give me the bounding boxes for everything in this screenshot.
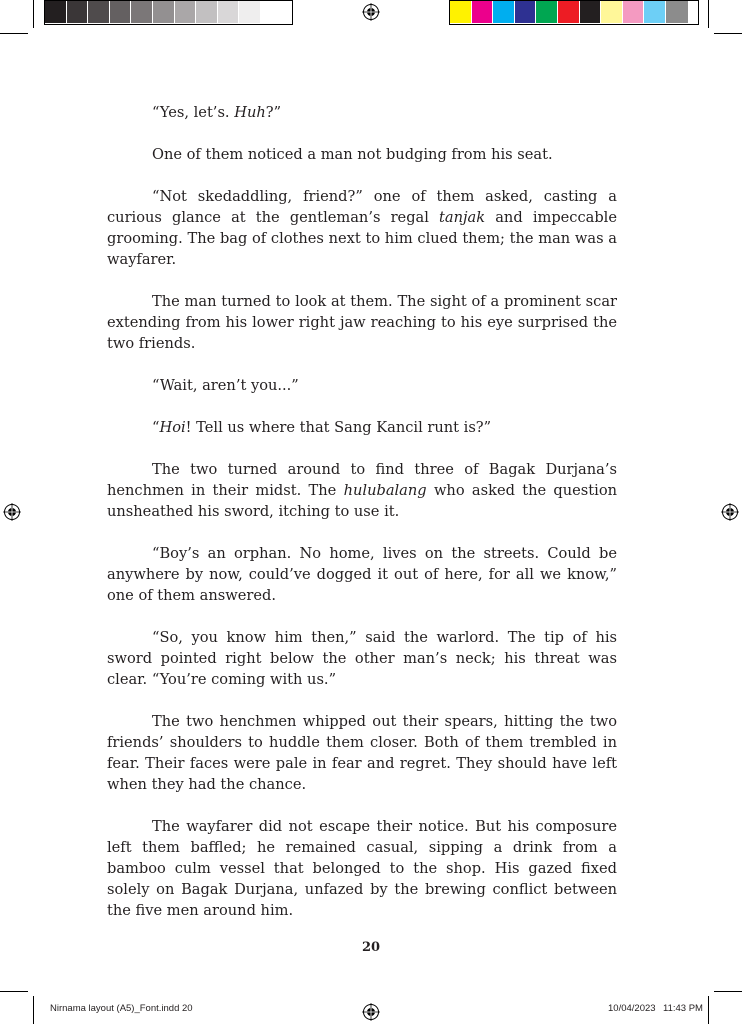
paragraph [107, 459, 617, 522]
paragraph [107, 144, 617, 165]
gray-swatch [239, 1, 261, 23]
crop-mark-top-right-h [714, 33, 742, 34]
paragraph [107, 375, 617, 396]
paragraph-text: who asked the question unsheathed his sword, itching to use it. [107, 482, 618, 520]
crop-mark-bottom-right [708, 996, 709, 1024]
crop-mark-top-left [33, 0, 34, 28]
color-swatch [601, 1, 623, 23]
color-swatch [493, 1, 515, 23]
paragraph-text: “Yes, let’s. [152, 104, 235, 121]
paragraph [107, 816, 617, 921]
gray-swatch [175, 1, 197, 23]
paragraph [107, 186, 617, 270]
color-swatch [623, 1, 645, 23]
crop-mark-top-left-h [0, 33, 28, 34]
gray-swatch [218, 1, 240, 23]
registration-mark-bottom-icon [362, 1003, 380, 1021]
paragraph-text: “Not skedaddling, friend?” one of them asked, casting a curious glance at the gentleman’s regal [107, 188, 617, 226]
italic-text: hulubalang [343, 482, 427, 499]
gray-swatch [261, 1, 283, 23]
paragraph [107, 627, 617, 690]
gray-swatch [67, 1, 89, 23]
paragraph-text: “Wait, aren’t you...” [152, 377, 299, 394]
color-swatch-bar [449, 0, 699, 25]
italic-text: Huh [234, 104, 266, 121]
color-swatch [536, 1, 558, 23]
grayscale-swatch-bar [44, 0, 293, 25]
italic-text: Hoi [159, 419, 186, 436]
crop-mark-bottom-right-h [714, 991, 742, 992]
paragraph-text: One of them noticed a man not budging from his seat. [152, 146, 553, 163]
crop-mark-bottom-left-h [0, 991, 28, 992]
paragraph-text: and impeccable grooming. The bag of clothes next to him clued them; the man was a wayfarer. [107, 209, 617, 268]
body-text [107, 102, 617, 942]
crop-mark-top-right [708, 0, 709, 28]
paragraph [107, 102, 617, 123]
gray-swatch [196, 1, 218, 23]
slug-time: 11:43 PM [663, 1003, 703, 1014]
color-swatch [580, 1, 602, 23]
gray-swatch [88, 1, 110, 23]
paragraph-text: The two turned around to find three of Bagak Durjana’s henchmen in their midst. The [107, 461, 617, 499]
color-swatch [515, 1, 537, 23]
gray-swatch [131, 1, 153, 23]
gray-swatch [153, 1, 175, 23]
paragraph-text: The wayfarer did not escape their notice. But his composure left them baffled; he remained casual, sipping a drink from a bamboo culm vessel that belonged to the shop. His gazed fixed solely on Bagak Durjana, unfazed by the brewing conflict between the five men around him. [107, 818, 617, 919]
paragraph [107, 291, 617, 354]
gray-swatch [45, 1, 67, 23]
paragraph-text: “ [152, 419, 160, 436]
paragraph-text: The man turned to look at them. The sight of a prominent scar extending from his lower right jaw reaching to his eye surprised the two friends. [107, 293, 617, 352]
color-swatch [644, 1, 666, 23]
gray-swatch [110, 1, 132, 23]
paragraph-text: “Boy’s an orphan. No home, lives on the streets. Could be anywhere by now, could’ve dogged it out of here, for all we know,” one of them answered. [107, 545, 617, 604]
paragraph-text: “So, you know him then,” said the warlord. The tip of his sword pointed right below the other man’s neck; his threat was clear. “You’re coming with us.” [107, 629, 617, 688]
paragraph [107, 543, 617, 606]
slug-filename: Nirnama layout (A5)_Font.indd 20 [50, 1003, 193, 1014]
paragraph-text: The two henchmen whipped out their spears, hitting the two friends’ shoulders to huddle them closer. Both of them trembled in fear. Their faces were pale in fear and regret. They should have left when they had the chance. [107, 713, 617, 793]
color-swatch [472, 1, 494, 23]
registration-mark-right-icon [721, 503, 739, 521]
page-number: 20 [361, 940, 381, 955]
paragraph [107, 711, 617, 795]
paragraph [107, 417, 617, 438]
color-swatch [666, 1, 688, 23]
color-swatch [558, 1, 580, 23]
color-swatch [450, 1, 472, 23]
italic-text: tanjak [439, 209, 486, 226]
registration-mark-top-icon [362, 3, 380, 21]
paragraph-text: ! Tell us where that Sang Kancil runt is?” [185, 419, 492, 436]
slug-date: 10/04/2023 [608, 1003, 656, 1014]
registration-mark-left-icon [3, 503, 21, 521]
crop-mark-bottom-left [33, 996, 34, 1024]
paragraph-text: ?” [265, 104, 282, 121]
